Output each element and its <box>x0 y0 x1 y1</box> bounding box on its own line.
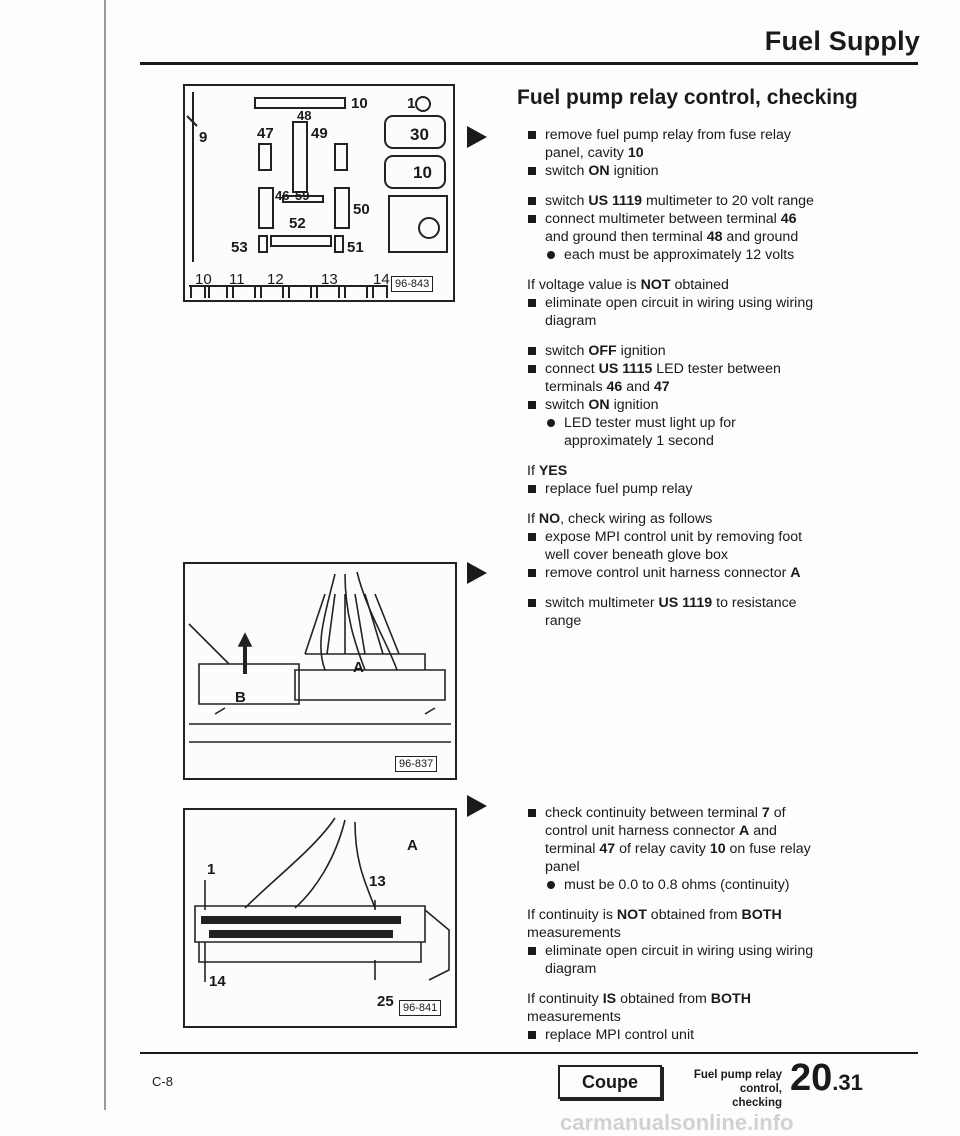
step-text: diagram <box>545 961 597 977</box>
svg-text:53: 53 <box>231 239 248 256</box>
svg-text:46: 46 <box>275 188 290 203</box>
step-text: panel <box>545 859 580 875</box>
bullet-step: connect multimeter between terminal 46 <box>527 210 877 228</box>
svg-text:10: 10 <box>195 271 212 288</box>
check-result: LED tester must light up for <box>527 414 877 432</box>
step-block <box>527 462 877 498</box>
pin-14-label: 14 <box>209 973 226 990</box>
model-badge: Coupe <box>558 1065 662 1099</box>
page-number-minor: .31 <box>832 1070 863 1095</box>
step-block <box>527 192 877 264</box>
step-block <box>527 990 877 1044</box>
svg-text:30: 30 <box>410 125 429 144</box>
bullet-step: switch OFF ignition <box>527 342 877 360</box>
pin-13-label: 13 <box>369 873 386 890</box>
section-title: Fuel pump relay control, checking <box>517 86 858 109</box>
step-block <box>527 276 877 330</box>
bullet-step: check continuity between terminal 7 of <box>527 804 877 822</box>
figure-id: 96-841 <box>399 1000 441 1016</box>
pointer-arrow-1 <box>467 126 487 148</box>
svg-text:9: 9 <box>199 129 208 146</box>
footer-desc-line1: Fuel pump relay control, <box>693 1069 782 1095</box>
page-number <box>790 1057 863 1100</box>
footer-code: C-8 <box>152 1074 173 1089</box>
page-header-title: Fuel Supply <box>764 26 920 56</box>
svg-text:14: 14 <box>373 271 390 288</box>
svg-text:52: 52 <box>289 215 306 232</box>
procedure-steps <box>527 126 877 642</box>
step-text: control unit harness connector A and <box>545 823 777 839</box>
continuity-steps <box>527 804 877 1056</box>
step-text: If continuity IS obtained from BOTH <box>527 991 751 1007</box>
step-text: measurements <box>527 1009 621 1025</box>
svg-text:13: 13 <box>321 271 338 288</box>
step-text: diagram <box>545 313 597 329</box>
label-a: A <box>353 659 364 676</box>
step-text: If voltage value is NOT obtained <box>527 277 729 293</box>
page-binding-line <box>104 0 106 1110</box>
bullet-step: replace MPI control unit <box>527 1026 877 1044</box>
svg-text:12: 12 <box>267 271 284 288</box>
header-rule <box>140 62 918 65</box>
step-block <box>527 510 877 582</box>
footer-description <box>668 1068 782 1110</box>
svg-text:48: 48 <box>297 108 312 123</box>
svg-text:1: 1 <box>407 95 416 112</box>
svg-text:10: 10 <box>413 163 432 182</box>
step-text: and ground then terminal 48 and ground <box>545 229 799 245</box>
step-block <box>527 906 877 978</box>
bullet-step: remove control unit harness connector A <box>527 564 877 582</box>
svg-text:50: 50 <box>353 201 370 218</box>
bullet-step: switch multimeter US 1119 to resistance <box>527 594 877 612</box>
watermark: carmanualsonline.info <box>560 1110 794 1135</box>
step-block <box>527 594 877 630</box>
label-b: B <box>235 689 246 706</box>
bullet-step: switch US 1119 multimeter to 20 volt range <box>527 192 877 210</box>
step-text: range <box>545 613 582 629</box>
svg-text:49: 49 <box>311 125 328 142</box>
page-number-major: 20 <box>790 1057 833 1099</box>
bullet-step: eliminate open circuit in wiring using wiring <box>527 942 877 960</box>
step-block <box>527 342 877 450</box>
step-text: terminals 46 and 47 <box>545 379 670 395</box>
figure-connector-removal <box>183 562 457 780</box>
svg-text:47: 47 <box>257 125 274 142</box>
bullet-step: eliminate open circuit in wiring using wiring <box>527 294 877 312</box>
bullet-step: replace fuel pump relay <box>527 480 877 498</box>
step-text: terminal 47 of relay cavity 10 on fuse relay <box>545 841 811 857</box>
bullet-step: remove fuel pump relay from fuse relay <box>527 126 877 144</box>
pin-25-label: 25 <box>377 993 394 1010</box>
connector-removal-drawing <box>185 564 455 778</box>
label-a: A <box>407 837 418 854</box>
bullet-step: expose MPI control unit by removing foot <box>527 528 877 546</box>
bullet-step: switch ON ignition <box>527 396 877 414</box>
relay-panel-drawing <box>185 86 453 300</box>
footer-desc-line2: checking <box>732 1097 782 1109</box>
step-text: well cover beneath glove box <box>545 547 728 563</box>
svg-text:51: 51 <box>347 239 364 256</box>
bullet-step: switch ON ignition <box>527 162 877 180</box>
step-block <box>527 126 877 180</box>
check-result: each must be approximately 12 volts <box>527 246 877 264</box>
pin-1-label: 1 <box>207 861 216 878</box>
bullet-step: connect US 1115 LED tester between <box>527 360 877 378</box>
footer-rule <box>140 1052 918 1054</box>
svg-text:59: 59 <box>295 188 310 203</box>
svg-text:11: 11 <box>229 271 245 288</box>
step-text: measurements <box>527 925 621 941</box>
figure-connector-pins <box>183 808 457 1028</box>
relay-label-10: 10 <box>351 95 368 112</box>
step-text: panel, cavity 10 <box>545 145 644 161</box>
figure-relay-panel <box>183 84 455 302</box>
step-text: If NO, check wiring as follows <box>527 511 713 527</box>
pointer-arrow-3 <box>467 795 487 817</box>
figure-id: 96-837 <box>395 756 437 772</box>
step-text: If continuity is NOT obtained from BOTH <box>527 907 782 923</box>
step-text: approximately 1 second <box>564 433 714 449</box>
connector-pins-drawing <box>185 810 455 1026</box>
step-block <box>527 804 877 894</box>
pointer-arrow-2 <box>467 562 487 584</box>
step-text: If YES <box>527 463 568 479</box>
check-result: must be 0.0 to 0.8 ohms (continuity) <box>527 876 877 894</box>
figure-id: 96-843 <box>391 276 433 292</box>
